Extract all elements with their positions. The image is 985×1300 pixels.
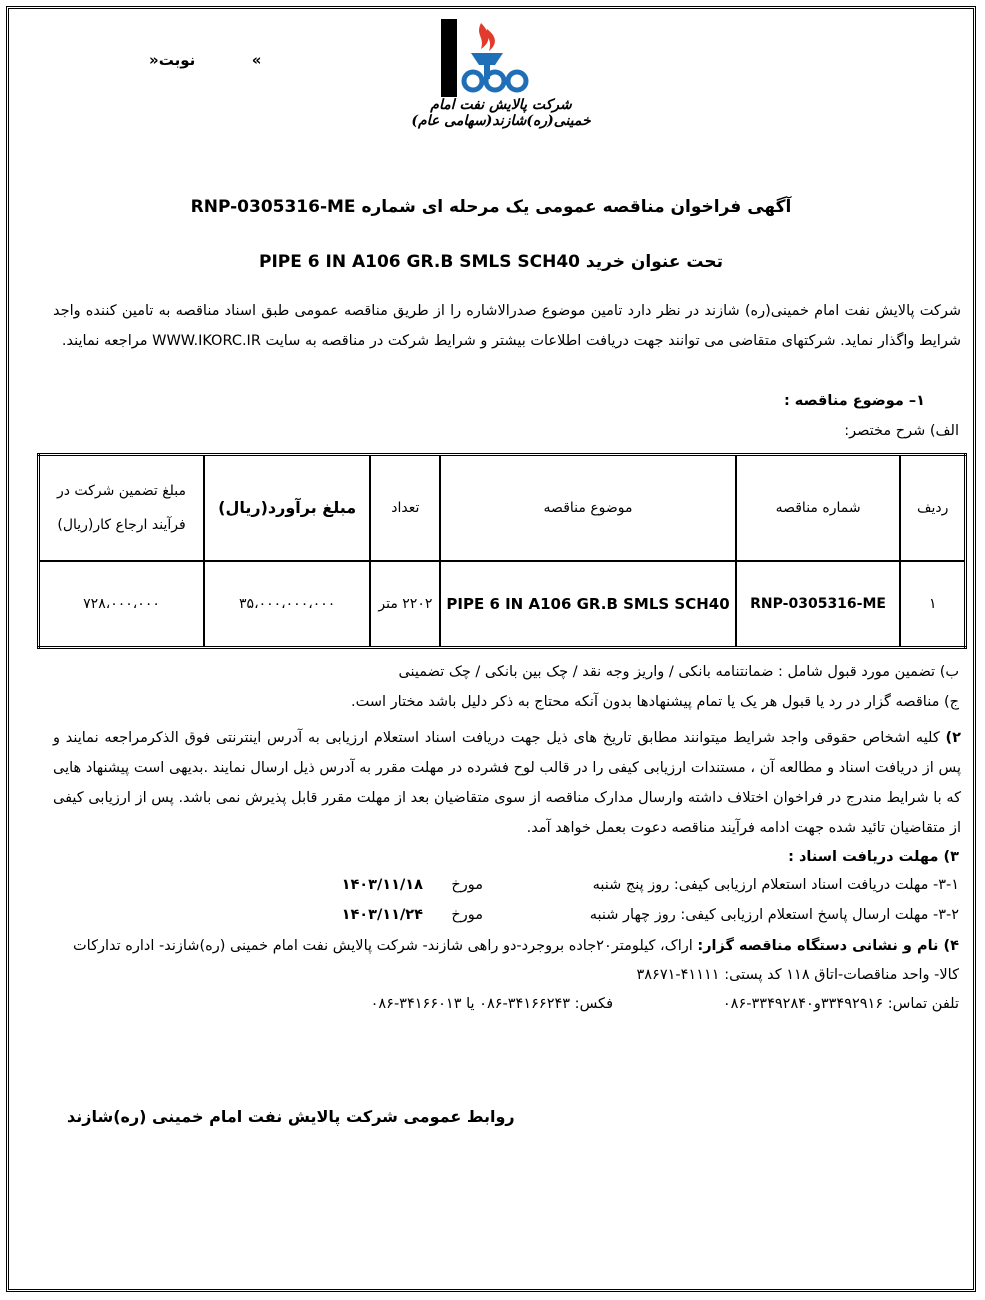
notice-frame (6, 6, 976, 1292)
col-subject-header: موضوع مناقصه (440, 455, 735, 562)
deadline-1-date-label: مورخ (451, 877, 483, 893)
cell-subject: PIPE 6 IN A106 GR.B SMLS SCH40 (440, 561, 735, 648)
section1-sub-a: الف) شرح مختصر: (844, 423, 959, 439)
section4-heading: ۴) نام و نشانی دستگاه مناقصه گزار: (697, 938, 959, 954)
deadline-2-date-label: مورخ (451, 907, 483, 923)
section4-address1: اراک، کیلومتر۲۰جاده بروجرد-دو راهی شازند- شرکت پالایش نفت امام خمینی (ره)شازند- اداره تدارکات (73, 938, 693, 954)
table-header-row (39, 455, 966, 562)
deadline-2-date: ۱۴۰۳/۱۱/۲۴ (341, 907, 423, 923)
deadline-2-label: ۳-۲- مهلت ارسال پاسخ استعلام ارزیابی کیفی: روز چهار شنبه (589, 907, 959, 923)
section4-line1 (73, 938, 959, 954)
col-row-header: ردیف (900, 455, 965, 562)
note-c: ج) مناقصه گزار در رد یا قبول هر یک یا تمام پیشنهادها بدون آنکه محتاج به ذکر دلیل باشد مختار است. (351, 694, 959, 710)
round-close: » (251, 51, 262, 69)
deadline-1-label: ۳-۱- مهلت دریافت اسناد استعلام ارزیابی کیفی: روز پنج شنبه (592, 877, 959, 893)
section4-address2: کالا- واحد مناقصات-اتاق ۱۱۸ کد پستی: ۴۱۱۱۱-۳۸۶۷۱ (636, 967, 959, 983)
contact-phone: تلفن تماس: ۳۳۴۹۲۹۱۶و۳۳۴۹۲۸۴۰-۰۸۶ (722, 996, 959, 1012)
cell-estimate: ۳۵،۰۰۰،۰۰۰،۰۰۰ (204, 561, 370, 648)
section3-heading: ۳) مهلت دریافت اسناد : (788, 849, 959, 865)
tender-table (37, 453, 967, 649)
cell-guarantee: ۷۲۸،۰۰۰،۰۰۰ (39, 561, 205, 648)
publication-round (149, 51, 261, 69)
deadline-1-date: ۱۴۰۳/۱۱/۱۸ (341, 877, 423, 893)
section1-heading: ۱– موضوع مناقصه : (783, 393, 925, 409)
cell-quantity: ۲۲۰۲ متر (370, 561, 440, 648)
notice-subtitle: تحت عنوان خرید PIPE 6 IN A106 GR.B SMLS SCH40 (259, 252, 723, 272)
refinery-logo-icon (441, 19, 533, 97)
cell-tender-number: RNP-0305316-ME (736, 561, 901, 648)
table-row (39, 561, 966, 648)
col-quantity-header: تعداد (370, 455, 440, 562)
intro-paragraph: شرکت پالایش نفت امام خمینی(ره) شازند در نظر دارد تامین موضوع صدرالاشاره را از طریق مناقصه عمومی طبق اسناد مناقصه به تامین کننده واجد شرایط واگذار نماید. شرکتهای متقاضی می توانند جهت دریافت اطلاعات بیشتر و شرایط شرکت در مناقصه به سایت WWW.IKORC.IR مراجعه نمایند. (53, 303, 961, 349)
col-guarantee-header: مبلغ تضمین شرکت در فرآیند ارجاع کار(ریال) (39, 455, 205, 562)
col-estimate-header: مبلغ برآورد(ریال) (204, 455, 370, 562)
company-caption: شرکت پالایش نفت امام خمینی(ره)شازند(سهامی عام) (411, 97, 591, 129)
public-relations-signature: روابط عمومی شرکت پالایش نفت امام خمینی (ره)شازند (67, 1107, 515, 1126)
notice-title: آگهی فراخوان مناقصه عمومی یک مرحله ای شماره RNP-0305316-ME (190, 197, 792, 217)
section2-text: کلیه اشخاص حقوقی واجد شرایط میتوانند مطابق تاریخ های ذیل جهت دریافت اسناد استعلام ارزیابی به آدرس اینترنتی فوق الذکرمراجعه نمایند و پس از دریافت اسناد و مطالعه آن ، مستندات ارزیابی کیفی را در قالب لوح فشرده در مهلت مقرر به آدرس ذیل ارسال نمایند .بدیهی است پیشنهاد هایی که با شرایط مندرج در فراخوان اختلاف داشته وارسال مدارک مناقصه از سوی متقاضیان بعد از مهلت مقرر قابل پذیرش نمی باشد. پس از ارزیابی کیفی از متقاضیان تائید شده جهت ادامه فرآیند مناقصه دعوت بعمل خواهد آمد. (53, 730, 961, 836)
cell-row: ۱ (900, 561, 965, 648)
section2-paragraph (53, 723, 961, 843)
col-tender-number-header: شماره مناقصه (736, 455, 901, 562)
section2-number: ۲) (945, 730, 962, 746)
note-b: ب) تضمین مورد قبول شامل : ضمانتنامه بانکی / واریز وجه نقد / چک بین بانکی / چک تضمینی (398, 664, 959, 680)
round-label: نوبت« (149, 51, 196, 69)
contact-fax: فکس: ۳۴۱۶۶۲۴۳-۰۸۶ یا ۳۴۱۶۶۰۱۳-۰۸۶ (370, 996, 613, 1012)
